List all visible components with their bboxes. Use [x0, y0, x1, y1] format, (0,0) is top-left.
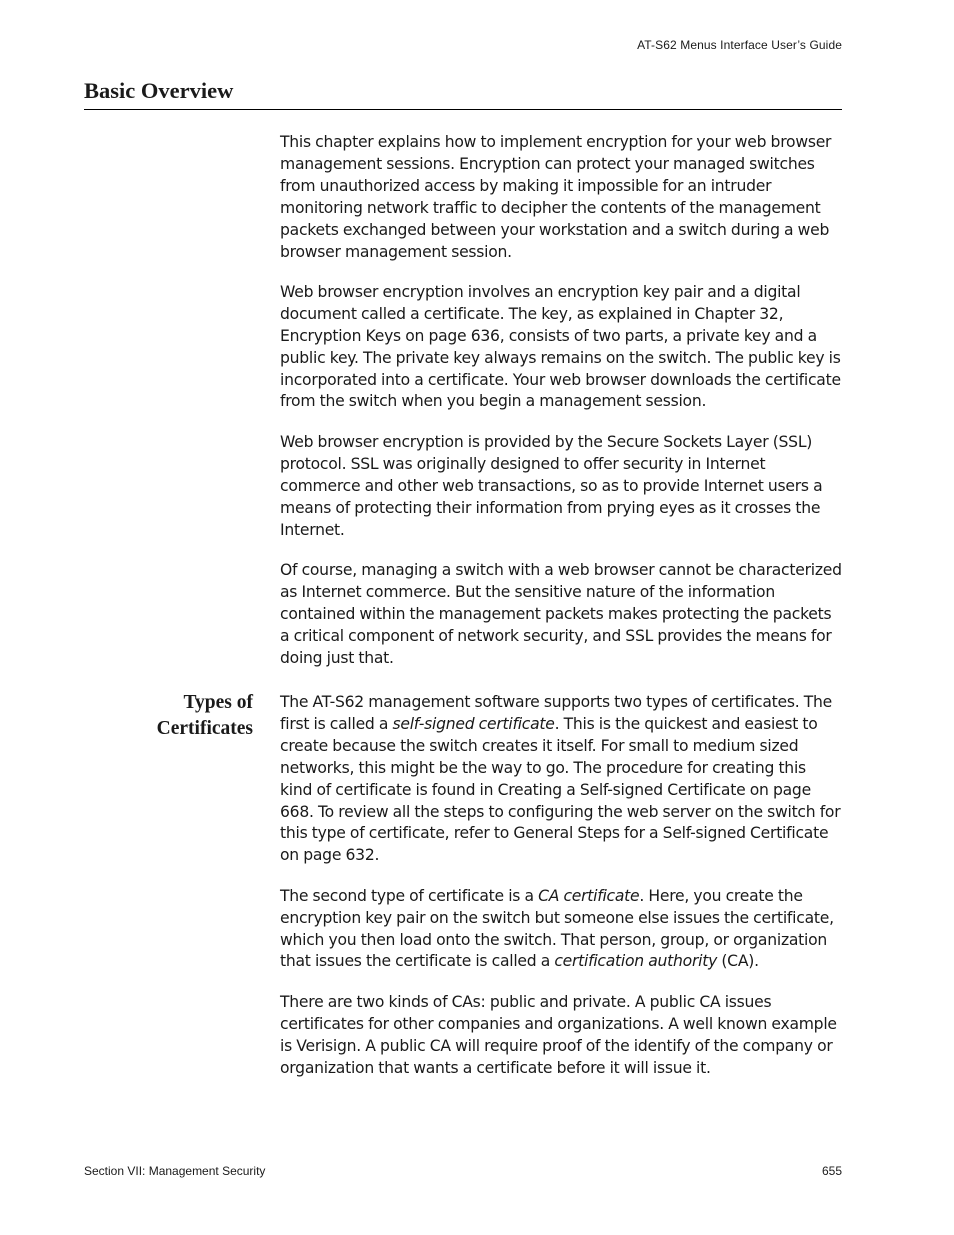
overview-paragraph-4: Of course, managing a switch with a web browser cannot be characterized as Internet commerce. But the sensitive nature of the information contained within the management packets makes protecting the packets a critical component of network security, and SSL provides the means for doing just that. [280, 560, 842, 667]
title-rule [84, 109, 842, 110]
footer-page-number: 655 [821, 1164, 842, 1178]
heading-line-1: Types of [183, 692, 253, 713]
types-paragraph-2 [280, 886, 842, 974]
text-run: The AT-S62 management software supports two types of certificates. The first is called a [280, 693, 833, 733]
footer-section-label: Section VII: Management Security [84, 1164, 266, 1178]
running-header: AT-S62 Menus Interface User’s Guide [637, 38, 842, 52]
types-paragraph-3: There are two kinds of CAs: public and private. A public CA issues certificates for other companies and organizations. A well known example is Verisign. A public CA will require proof of the identify of the company or organization that wants a certificate before it will issue it. [280, 992, 837, 1077]
overview-paragraph-3: Web browser encryption is provided by the Secure Sockets Layer (SSL) protocol. SSL was originally designed to offer security in Internet commerce and other web transactions, so as to provide Internet users a means of protecting their information from prying eyes as it crosses the Internet. [280, 432, 823, 539]
overview-body [280, 132, 842, 688]
text-run: (CA). [717, 952, 759, 971]
types-body [280, 692, 842, 1098]
emphasis-ca-certificate: CA certificate [538, 886, 640, 905]
heading-line-2: Certificates [156, 718, 253, 739]
section-title: Basic Overview [84, 78, 234, 103]
overview-paragraph-2: Web browser encryption involves an encryption key pair and a digital document called a certificate. The key, as explained in Chapter 32, Encryption Keys on page 636, consists of two parts, a private key and a public key. The private key always remains on the switch. The public key is incorporated into a certificate. Your web browser downloads the certificate from the switch when you begin a management session. [280, 282, 841, 411]
text-run: . This is the quickest and easiest to create because the switch creates it itself. For small to medium sized networks, this might be the way to go. The procedure for creating this kind of certificate is found in Creating a Self-signed Certificate on page 668. To review all the steps to configuring the web server on the switch for this type of certificate, refer to General Steps for a Self-signed Certificate on page 632. [280, 714, 841, 865]
text-run: The second type of certificate is a [280, 886, 539, 905]
types-paragraph-1 [280, 692, 842, 867]
emphasis-self-signed-certificate: self-signed certificate [392, 714, 555, 733]
emphasis-certification-authority: certification authority [554, 952, 718, 971]
overview-paragraph-1: This chapter explains how to implement encryption for your web browser management sessions. Encryption can protect your managed switches from unauthorized access by making it impossible for an intruder monitoring network traffic to decipher the contents of the management packets exchanged between your workstation and a switch during a web browser management session. [280, 133, 832, 261]
types-of-certificates-heading [90, 690, 253, 742]
text-run: . Here, you create the encryption key pair on the switch but someone else issues the certificate, which you then load onto the switch. That person, group, or organization that issues the certificate is called a [280, 886, 834, 971]
